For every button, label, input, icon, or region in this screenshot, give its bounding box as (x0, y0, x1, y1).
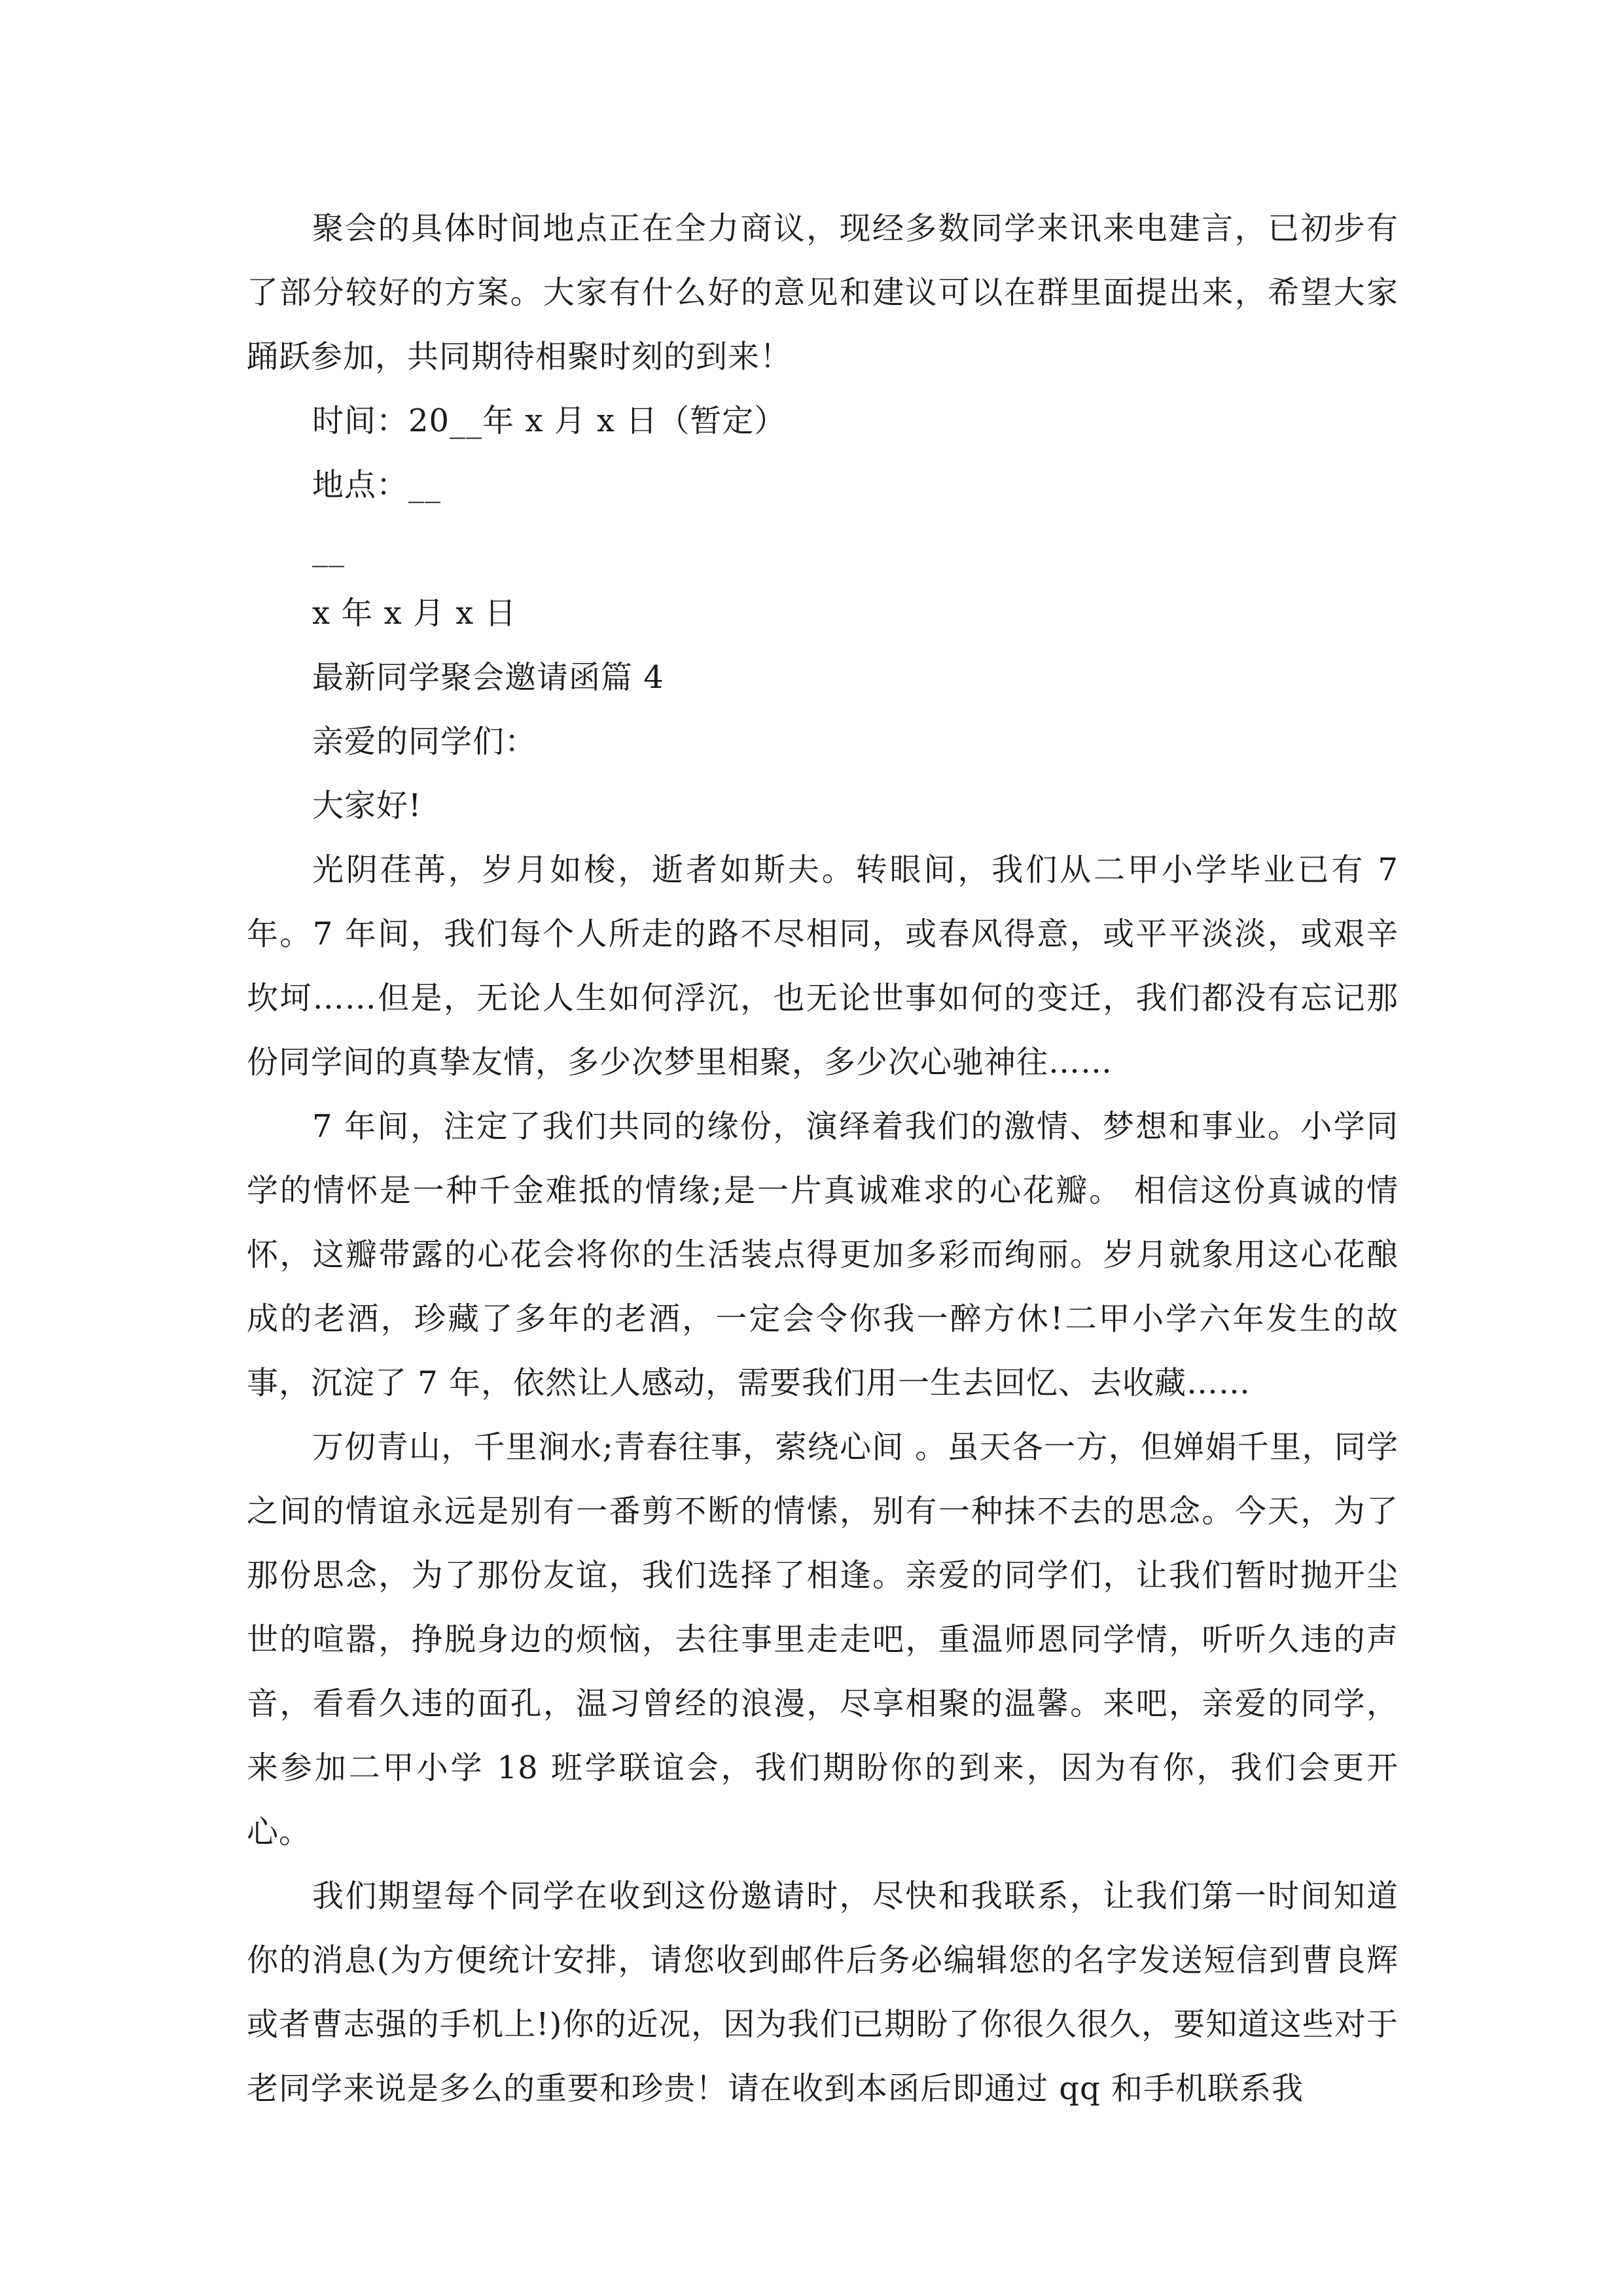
section-title: 最新同学聚会邀请函篇 4 (312, 659, 664, 696)
place-line: 地点：__ (312, 467, 442, 503)
salutation: 亲爱的同学们： (312, 723, 537, 760)
greeting: 大家好! (312, 787, 422, 824)
blank-line: __ (312, 531, 345, 567)
document-body (247, 196, 1399, 2121)
paragraph-reunion: 万仞青山，千里涧水;青春往事，萦绕心间 。虽天各一方，但婵娟千里，同学之间的情谊永远是别有一番剪不断的情愫，别有一种抹不去的思念。今天，为了那份思念，为了那份友谊，我们选择了相逢。亲爱的同学们，让我们暂时抛开尘世的喧嚣，挣脱身边的烦恼，去往事里走走吧，重温师恩同学情，听听久违的声音，看看久违的面孔，温习曾经的浪漫，尽享相聚的温馨。来吧，亲爱的同学，来参加二甲小学 18 班学联谊会，我们期盼你的到来，因为有你，我们会更开心。 (247, 1429, 1399, 1850)
paragraph-seven-years: 7 年间，注定了我们共同的缘份，演绎着我们的激情、梦想和事业。小学同学的情怀是一种千金难抵的情缘;是一片真诚难求的心花瓣。 相信这份真诚的情怀，这瓣带露的心花会将你的生活装点得更加多彩而绚丽。岁月就象用这心花酿成的老酒，珍藏了多年的老酒，一定会令你我一醉方休!二甲小学六年发生的故事，沉淀了 7 年，依然让人感动，需要我们用一生去回忆、去收藏…… (247, 1108, 1399, 1401)
date-line: x 年 x 月 x 日 (312, 595, 517, 632)
paragraph-time-passes: 光阴荏苒，岁月如梭，逝者如斯夫。转眼间，我们从二甲小学毕业已有 7 年。7 年间，我们每个人所走的路不尽相同，或春风得意，或平平淡淡，或艰辛坎坷……但是，无论人生如何浮沉，也无论世事如何的变迁，我们都没有忘记那份同学间的真挚友情，多少次梦里相聚，多少次心驰神往…… (247, 852, 1399, 1081)
paragraph-intro: 聚会的具体时间地点正在全力商议，现经多数同学来讯来电建言，已初步有了部分较好的方案。大家有什么好的意见和建议可以在群里面提出来，希望大家踊跃参加，共同期待相聚时刻的到来！ (247, 210, 1399, 375)
time-line: 时间：20__年 x 月 x 日（暂定） (312, 403, 787, 439)
paragraph-contact: 我们期望每个同学在收到这份邀请时，尽快和我联系，让我们第一时间知道你的消息(为方便统计安排，请您收到邮件后务必编辑您的名字发送短信到曹良辉或者曹志强的手机上!)你的近况，因为我们已期盼了你很久很久，要知道这些对于老同学来说是多么的重要和珍贵！请在收到本函后即通过 qq 和手机联系我 (247, 1878, 1399, 2107)
